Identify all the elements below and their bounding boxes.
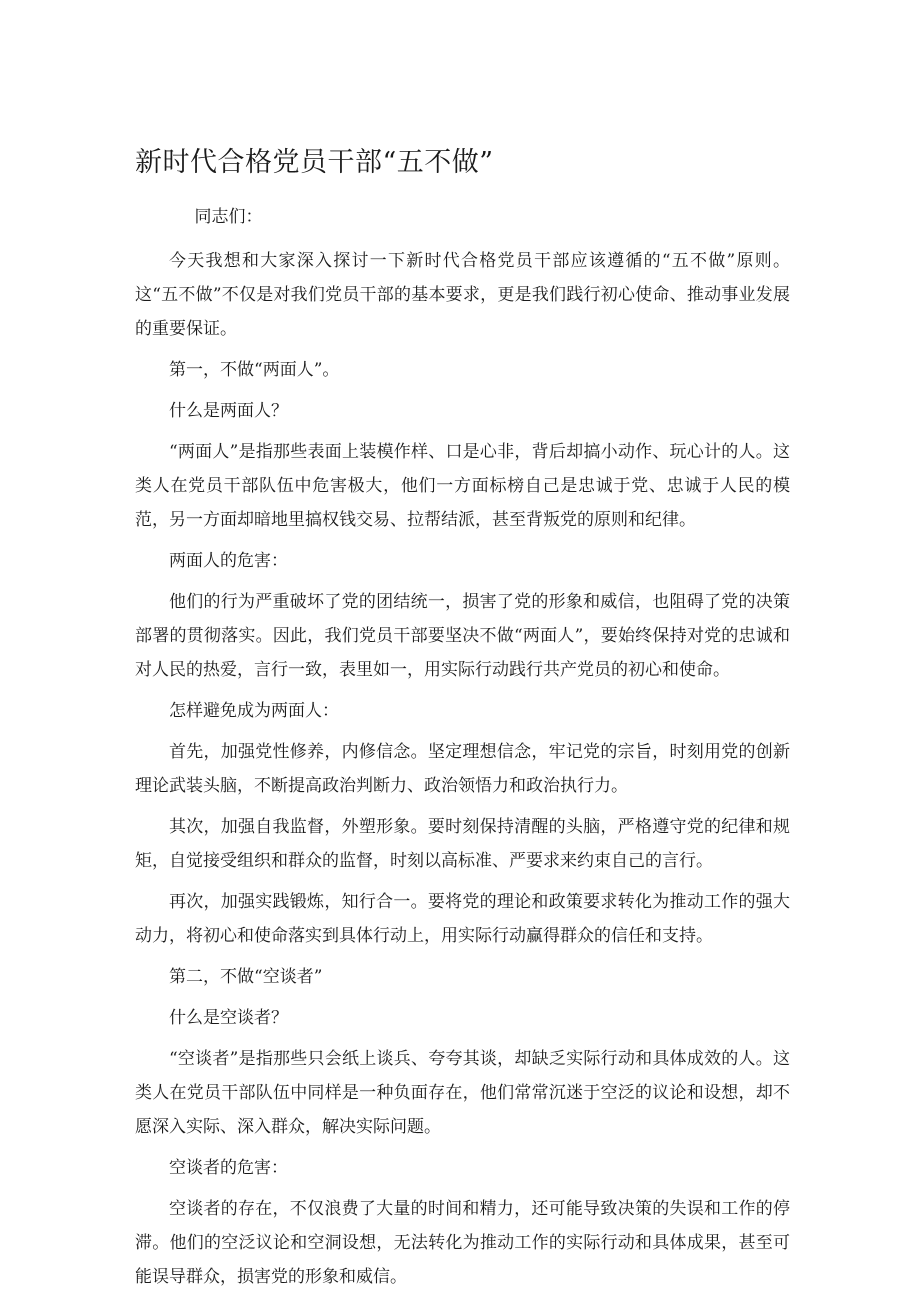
paragraph-definition: “两面人”是指那些表面上装模作样、口是心非，背后却搞小动作、玩心计的人。这类人在党员干部队伍中危害极大，他们一方面标榜自己是忠诚于党、忠诚于人民的模范，另一方面却暗地里搞权钱交易、拉帮结派，甚至背叛党的原则和纪律。 bbox=[135, 442, 790, 530]
document-body bbox=[135, 200, 790, 1301]
paragraph-intro: 今天我想和大家深入探讨一下新时代合格党员干部应该遵循的“五不做”原则。这“五不做”不仅是对我们党员干部的基本要求，更是我们践行初心使命、推动事业发展的重要保证。 bbox=[135, 251, 790, 339]
subheading-what-is-2: 什么是空谈者？ bbox=[169, 1008, 288, 1028]
document-title: 新时代合格党员干部“五不做” bbox=[135, 147, 494, 178]
paragraph-third: 再次，加强实践锻炼，知行合一。要将党的理论和政策要求转化为推动工作的强大动力，将初心和使命落实到具体行动上，用实际行动赢得群众的信任和支持。 bbox=[135, 892, 790, 946]
subheading-harm: 两面人的危害： bbox=[169, 551, 288, 571]
subheading-what-is: 什么是两面人？ bbox=[169, 401, 288, 421]
paragraph-harm: 他们的行为严重破坏了党的团结统一，损害了党的形象和威信，也阻碍了党的决策部署的贯彻落实。因此，我们党员干部要坚决不做“两面人”，要始终保持对党的忠诚和对人民的热爱，言行一致，表里如一，用实际行动践行共产党员的初心和使命。 bbox=[135, 592, 790, 680]
paragraph-first: 首先，加强党性修养，内修信念。坚定理想信念，牢记党的宗旨，时刻用党的创新理论武装头脑，不断提高政治判断力、政治领悟力和政治执行力。 bbox=[135, 742, 790, 796]
subheading-harm-2: 空谈者的危害： bbox=[169, 1158, 288, 1178]
salutation: 同志们： bbox=[194, 207, 263, 227]
paragraph-second: 其次，加强自我监督，外塑形象。要时刻保持清醒的头脑，严格遵守党的纪律和规矩，自觉接受组织和群众的监督，时刻以高标准、严要求来约束自己的言行。 bbox=[135, 817, 790, 871]
section-heading-2: 第二，不做“空谈者” bbox=[169, 967, 323, 987]
paragraph-definition-2: “空谈者”是指那些只会纸上谈兵、夸夸其谈，却缺乏实际行动和具体成效的人。这类人在党员干部队伍中同样是一种负面存在，他们常常沉迷于空泛的议论和设想，却不愿深入实际、深入群众，解决实际问题。 bbox=[135, 1049, 790, 1137]
subheading-avoid: 怎样避免成为两面人： bbox=[169, 701, 339, 721]
paragraph-harm-2: 空谈者的存在，不仅浪费了大量的时间和精力，还可能导致决策的失误和工作的停滞。他们的空泛议论和空洞设想，无法转化为推动工作的实际行动和具体成果，甚至可能误导群众，损害党的形象和威信。 bbox=[135, 1199, 790, 1287]
section-heading-1: 第一，不做“两面人”。 bbox=[169, 360, 340, 380]
